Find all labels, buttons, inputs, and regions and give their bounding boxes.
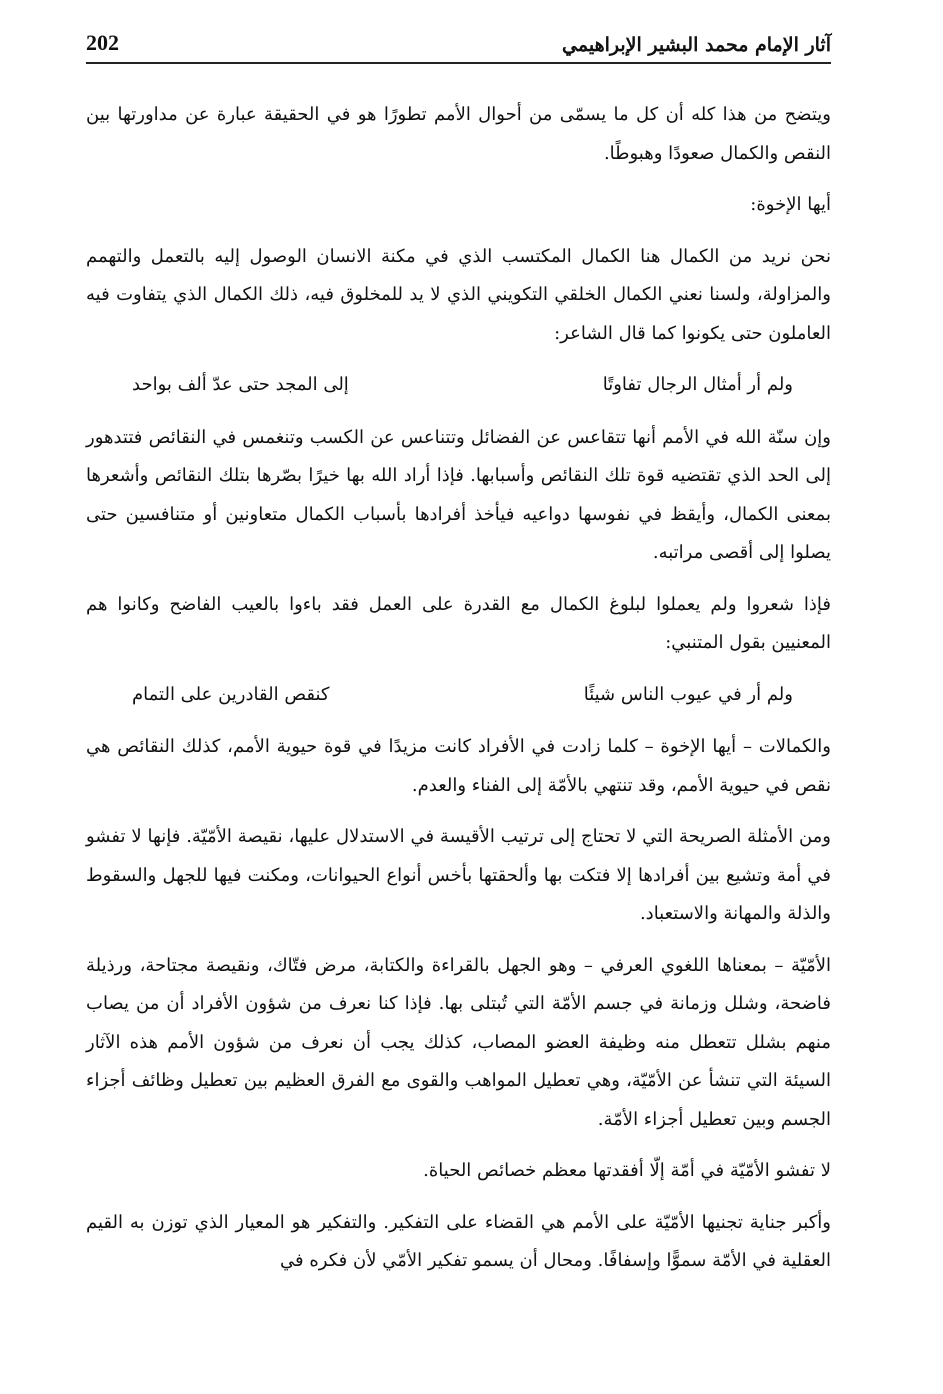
verse-first-hemistich: ولم أر في عيوب الناس شيئًا <box>583 683 793 705</box>
paragraph: ويتضح من هذا كله أن كل ما يسمّى من أحوال الأمم تطورًا هو في الحقيقة عبارة عن مداورتها بين النقص والكمال صعودًا وهبوطًا. <box>86 104 831 164</box>
poetry-verse <box>86 366 831 405</box>
page-number: 202 <box>86 30 119 55</box>
paragraph-address: أيها الإخوة: <box>750 194 831 215</box>
verse-second-hemistich: كنقص القادرين على التمام <box>132 683 330 705</box>
page-body <box>86 96 831 1294</box>
paragraph: وأكبر جناية تجنيها الأمّيّة على الأمم هي القضاء على التفكير. والتفكير هو المعيار الذي توزن به القيم العقلية في الأمّة سموًّا وإسفافًا. ومحال أن يسمو تفكير الأمّي لأن فكره في <box>86 1211 831 1271</box>
verse-second-hemistich: إلى المجد حتى عدّ ألف بواحد <box>132 374 349 395</box>
paragraph: والكمالات – أيها الإخوة – كلما زادت في الأفراد كانت مزيدًا في قوة حيوية الأمم، كذلك النقائص هي نقص في حيوية الأمم، وقد تنتهي بالأمّة إلى الفناء والعدم. <box>86 736 831 796</box>
poetry-verse <box>86 676 831 715</box>
paragraph: فإذا شعروا ولم يعملوا لبلوغ الكمال مع القدرة على العمل فقد باءوا بالعيب الفاضح وكانوا هم المعنيين بقول المتنبي: <box>86 593 831 653</box>
verse-first-hemistich: ولم أر أمثال الرجال تفاوتًا <box>602 374 793 395</box>
running-title: آثار الإمام محمد البشير الإبراهيمي <box>562 34 831 56</box>
page-header <box>86 18 831 64</box>
paragraph: لا تفشو الأمّيّة في أمّة إلّا أفقدتها معظم خصائص الحياة. <box>423 1160 831 1181</box>
paragraph: ومن الأمثلة الصريحة التي لا تحتاج إلى ترتيب الأقيسة في الاستدلال عليها، نقيصة الأمّيّة. فإنها لا تفشو في أمة وتشيع بين أفرادها إلا فتكت بها وألحقتها بأخس أنواع الحيوانات، ومكنت فيها للجهل والسقوط والذلة والمهانة والاستعباد. <box>86 826 831 924</box>
paragraph: نحن نريد من الكمال هنا الكمال المكتسب الذي في مكنة الانسان الوصول إليه بالتعمل والتهمم والمزاولة، ولسنا نعني الكمال الخلقي التكويني الذي لا يد للمخلوق فيه، ذلك الكمال الذي يتفاوت فيه العاملون حتى يكونوا كما قال الشاعر: <box>86 245 831 344</box>
paragraph: الأمّيّة – بمعناها اللغوي العرفي – وهو الجهل بالقراءة والكتابة، مرض فتّاك، ونقيصة مجتاحة، ورذيلة فاضحة، وشلل وزمانة في جسم الأمّة التي تُبتلى بها. فإذا كنا نعرف من شؤون الأفراد أن من يصاب منهم بشلل تتعطل منه وظيفة العضو المصاب، كذلك يجب أن نعرف من شؤون الأمم هذه الآثار السيئة التي تنشأ عن الأمّيّة، وهي تعطيل المواهب والقوى مع الفرق العظيم بين تعطيل وظائف أجزاء الجسم وبين تعطيل أجزاء الأمّة. <box>86 954 832 1130</box>
paragraph: وإن سنّة الله في الأمم أنها تتقاعس عن الفضائل وتتناعس عن الكسب وتنغمس في النقائص فتتدهور إلى الحد الذي تقتضيه قوة تلك النقائص وأسبابها. فإذا أراد الله بها خيرًا بصّرها بتلك النقائص وأشعرها بمعنى الكمال، وأيقظ في نفوسها دواعيه فيأخذ أفرادها بأسباب الكمال متعاونين أو متنافسين حتى يصلوا إلى أقصى مراتبه. <box>86 426 831 563</box>
